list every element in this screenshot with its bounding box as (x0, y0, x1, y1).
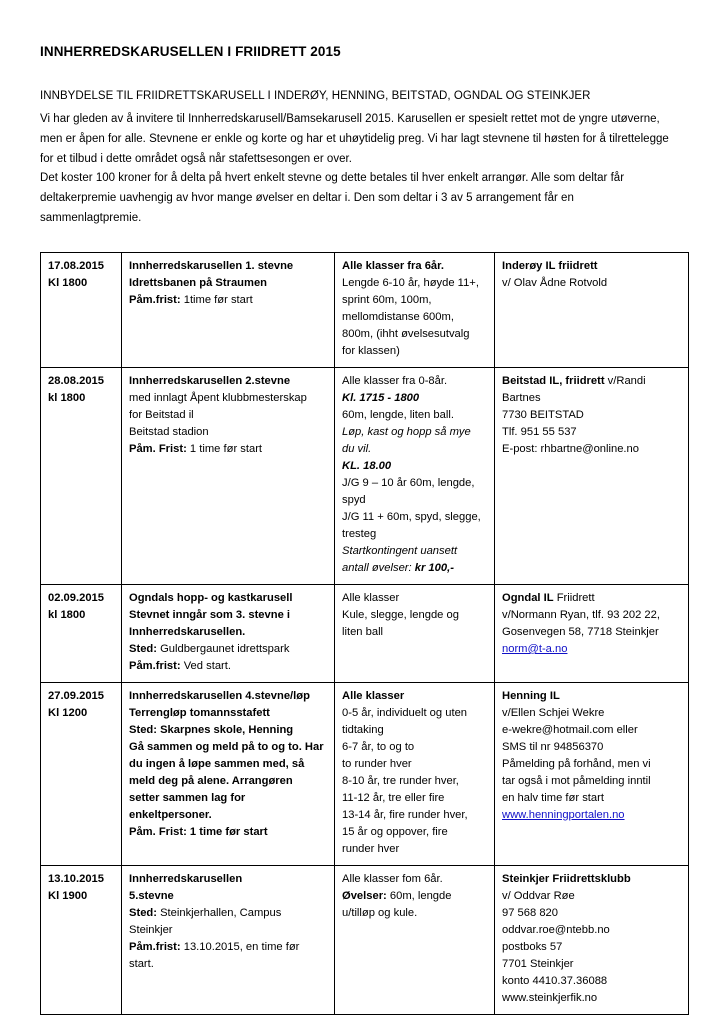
table-row (41, 367, 689, 584)
class-line: Løp, kast og hopp så mye (342, 425, 471, 438)
cell-organizer (495, 584, 689, 682)
cell-classes (335, 682, 495, 865)
event-line: Innherredskarusellen. (129, 625, 246, 638)
cell-date (41, 252, 122, 367)
event-line: Stevnet inngår som 3. stevne i (129, 608, 291, 621)
organizer-line: Henning IL (502, 689, 560, 702)
class-line: tidtaking (342, 723, 384, 736)
class-line: 8-10 år, tre runder hver, (342, 775, 459, 788)
organizer-name: Ogndal IL (502, 591, 554, 604)
class-line: Alle klasser fra 6år. (342, 259, 445, 272)
event-line: Beitstad stadion (129, 425, 209, 438)
time-line: Kl 1800 (48, 276, 88, 289)
organizer-line: Gosenvegen 58, 7718 Steinkjer (502, 625, 659, 638)
organizer-line: SMS til nr 94856370 (502, 741, 604, 753)
cell-organizer (495, 367, 689, 584)
intro-heading: INNBYDELSE TIL FRIIDRETTSKARUSELL I INDERØY, HENNING, BEITSTAD, OGNDAL OG STEINKJER (40, 90, 591, 103)
class-line: 6-7 år, to og to (342, 741, 415, 753)
email-link[interactable]: norm@t-a.no (502, 642, 568, 655)
organizer-suffix: Friidrett (553, 591, 595, 604)
website-link[interactable]: www.henningportalen.no (502, 809, 625, 822)
event-line: meld deg på alene. Arrangøren (129, 775, 293, 788)
class-line: 15 år og oppover, fire (342, 826, 448, 839)
organizer-line: www.steinkjerfik.no (502, 992, 598, 1005)
organizer-line: 97 568 820 (502, 907, 558, 920)
organizer-line: E-post: rhbartne@online.no (502, 442, 639, 455)
organizer-line: Steinkjer Friidrettsklubb (502, 873, 631, 886)
event-line: Innherredskarusellen 2.stevne (129, 374, 291, 387)
deadline-label: Påm.frist: (129, 293, 181, 306)
organizer-line: Påmelding på forhånd, men vi (502, 758, 651, 771)
cell-event (122, 682, 335, 865)
cell-classes (335, 584, 495, 682)
date-line: 13.10.2015 (48, 873, 104, 886)
cell-classes (335, 252, 495, 367)
class-line: runder hver (342, 843, 400, 856)
event-line (129, 905, 328, 922)
organizer-line: 7701 Steinkjer (502, 958, 574, 971)
class-line: Alle klasser fra 0-8år. (342, 374, 448, 387)
cell-date (41, 584, 122, 682)
event-line: enkeltpersoner. (129, 809, 212, 822)
cell-date (41, 367, 122, 584)
event-line: for Beitstad il (129, 408, 194, 421)
class-line: Kule, slegge, lengde og (342, 608, 459, 621)
time-line: Kl 1900 (48, 890, 88, 903)
event-line: 5.stevne (129, 890, 174, 903)
class-line: tresteg (342, 527, 377, 540)
organizer-line: konto 4410.37.36088 (502, 975, 608, 988)
cell-event (122, 866, 335, 1015)
event-line: Innherredskarusellen (129, 873, 243, 886)
organizer-line: e-wekre@hotmail.com eller (502, 723, 638, 736)
organizer-line: v/ Olav Ådne Rotvold (502, 276, 608, 289)
fee-value: kr 100,- (414, 561, 454, 574)
class-line: J/G 11 + 60m, spyd, slegge, (342, 510, 481, 523)
fee-label: antall øvelser: (342, 561, 415, 574)
time-line: kl 1800 (48, 608, 86, 621)
class-line: du vil. (342, 442, 372, 455)
cell-date (41, 682, 122, 865)
class-line: 0-5 år, individuelt og uten (342, 706, 468, 719)
organizer-line (502, 590, 682, 607)
organizer-line: en halv time før start (502, 792, 604, 805)
class-line: mellomdistanse 600m, (342, 310, 454, 323)
class-line: sprint 60m, 100m, (342, 293, 432, 306)
cell-event (122, 252, 335, 367)
class-line: u/tilløp og kule. (342, 907, 418, 920)
event-line: du ingen å løpe sammen med, så (129, 758, 305, 771)
organizer-line: Inderøy IL friidrett (502, 259, 598, 272)
intro-paragraph-1: Vi har gleden av å invitere til Innherredskarusell/Bamsekarusell 2015. Karusellen er spesielt rettet mot de yngre utøverne, men er åpen for alle. Stevnene er enkle og korte og har et uhøytidelig preg. Vi har lagt stevnene til høsten for å tilrettelegge for et tilbud i dette området også når stafettsesongen er over. (40, 113, 669, 165)
class-line: 60m, lengde, liten ball. (342, 408, 454, 421)
class-line: Lengde 6-10 år, høyde 11+, (342, 276, 479, 289)
event-line (129, 641, 328, 658)
organizer-line (502, 373, 682, 390)
venue-label: Sted: (129, 642, 157, 655)
organizer-contact: v/Randi (604, 374, 646, 387)
class-line: to runder hver (342, 758, 412, 771)
events-label: Øvelser: (342, 890, 387, 903)
class-line: J/G 9 – 10 år 60m, lengde, (342, 476, 475, 489)
deadline-label: Påm.frist: (129, 941, 181, 954)
event-line: Påm. Frist: 1 time før start (129, 826, 268, 839)
time-line: kl 1800 (48, 391, 86, 404)
cell-organizer (495, 252, 689, 367)
time-line: Kl 1200 (48, 706, 88, 719)
table-row (41, 866, 689, 1015)
class-line: KL. 18.00 (342, 459, 392, 472)
class-line (342, 560, 488, 577)
class-line: Alle klasser (342, 591, 400, 604)
class-line (342, 888, 488, 905)
venue-value: Guldbergaunet idrettspark (156, 642, 290, 655)
date-line: 02.09.2015 (48, 591, 104, 604)
class-line: spyd (342, 493, 366, 506)
event-line: Gå sammen og meld på to og to. Har (129, 741, 324, 753)
organizer-line: v/ Oddvar Røe (502, 890, 575, 903)
organizer-name: Beitstad IL, friidrett (502, 374, 605, 387)
organizer-line: postboks 57 (502, 941, 563, 954)
table-row (41, 252, 689, 367)
organizer-line: 7730 BEITSTAD (502, 408, 584, 421)
organizer-line: tar også i mot påmelding inntil (502, 775, 651, 788)
table-row (41, 682, 689, 865)
event-line (129, 292, 328, 309)
date-line: 28.08.2015 (48, 374, 104, 387)
table-row (41, 584, 689, 682)
class-line: Alle klasser fom 6år. (342, 873, 443, 886)
event-line (129, 658, 328, 675)
organizer-line (502, 807, 682, 824)
organizer-line: Tlf. 951 55 537 (502, 425, 577, 438)
event-line: Sted: Skarpnes skole, Henning (129, 723, 294, 736)
organizer-line: Bartnes (502, 391, 541, 404)
class-line: Startkontingent uansett (342, 544, 458, 557)
class-line: Alle klasser (342, 689, 405, 702)
event-line: Innherredskarusellen 1. stevne (129, 259, 294, 272)
venue-label: Sted: (129, 907, 157, 920)
event-line: Steinkjer (129, 924, 173, 937)
schedule-table (40, 252, 689, 1016)
event-line: start. (129, 958, 154, 971)
deadline-value: Ved start. (180, 659, 231, 672)
date-line: 17.08.2015 (48, 259, 104, 272)
deadline-value: 13.10.2015, en time før (180, 941, 300, 954)
organizer-line: v/Ellen Schjei Wekre (502, 706, 605, 719)
cell-classes (335, 866, 495, 1015)
cell-classes (335, 367, 495, 584)
class-line: Kl. 1715 - 1800 (342, 391, 420, 404)
deadline-value: 1time før start (180, 293, 253, 306)
intro-paragraph-2: Det koster 100 kroner for å delta på hvert enkelt stevne og dette betales til hver enkelt arrangør. Alle som deltar får deltakerpremie uavhengig av hvor mange øvelser en deltar i. Den som deltar i 3 av 5 arrangement får en sammenlagtpremie. (40, 172, 625, 224)
organizer-line: oddvar.roe@ntebb.no (502, 924, 610, 937)
cell-event (122, 367, 335, 584)
class-line: 11-12 år, tre eller fire (342, 792, 445, 805)
class-line: liten ball (342, 625, 384, 638)
event-line (129, 939, 328, 956)
cell-organizer (495, 682, 689, 865)
event-line: Idrettsbanen på Straumen (129, 276, 268, 289)
venue-value: Steinkjerhallen, Campus (156, 907, 282, 920)
event-line: Innherredskarusellen 4.stevne/løp (129, 689, 310, 702)
class-line: 13-14 år, fire runder hver, (342, 809, 468, 822)
organizer-line (502, 641, 682, 658)
date-line: 27.09.2015 (48, 689, 104, 702)
event-line: med innlagt Åpent klubbmesterskap (129, 391, 307, 404)
event-line: setter sammen lag for (129, 792, 246, 805)
class-line: for klassen) (342, 344, 400, 357)
class-line: 800m, (ihht øvelsesutvalg (342, 327, 470, 340)
cell-event (122, 584, 335, 682)
deadline-value: 1 time før start (186, 442, 263, 455)
deadline-label: Påm.frist: (129, 659, 181, 672)
page-title: INNHERREDSKARUSELLEN I FRIIDRETT 2015 (40, 44, 341, 59)
events-value: 60m, lengde (386, 890, 452, 903)
event-line (129, 441, 328, 458)
deadline-label: Påm. Frist: (129, 442, 187, 455)
event-line: Ogndals hopp- og kastkarusell (129, 591, 293, 604)
cell-organizer (495, 866, 689, 1015)
cell-date (41, 866, 122, 1015)
event-line: Terrengløp tomannsstafett (129, 706, 270, 719)
organizer-line: v/Normann Ryan, tlf. 93 202 22, (502, 608, 660, 621)
